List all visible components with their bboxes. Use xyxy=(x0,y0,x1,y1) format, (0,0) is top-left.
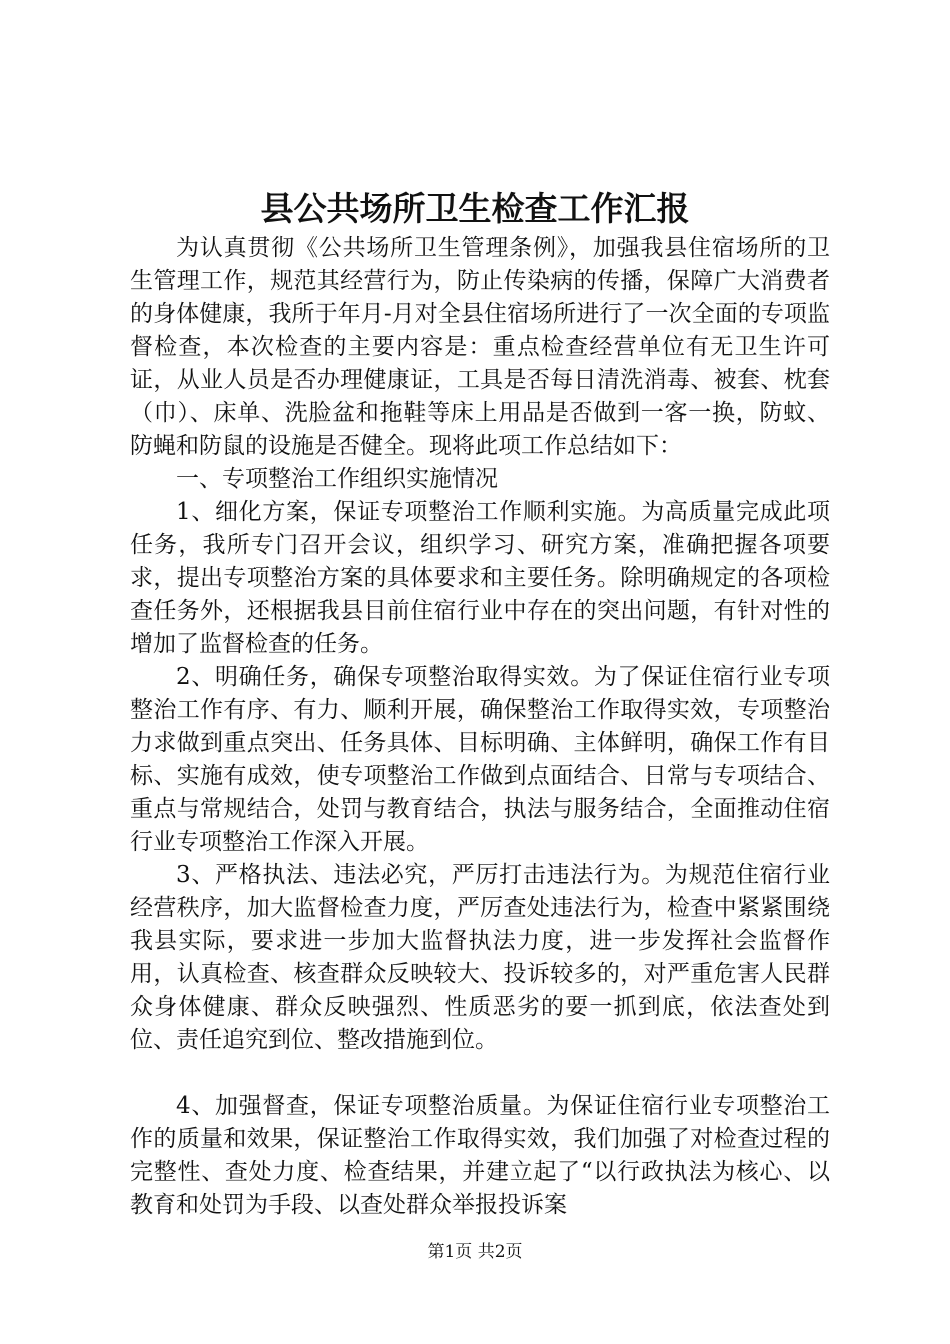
document-body xyxy=(130,232,830,1222)
page-footer: 第1页 共2页 xyxy=(427,1242,523,1262)
section-heading: 一、专项整治工作组织实施情况 xyxy=(176,466,498,492)
item-paragraph-2: 2、明确任务，确保专项整治取得实效。为了保证住宿行业专项整治工作有序、有力、顺利开展，确保整治工作取得实效，专项整治力求做到重点突出、任务具体、目标明确、主体鲜明，确保工作有目标、实施有成效，使专项整治工作做到点面结合、日常与专项结合、重点与常规结合，处罚与教育结合，执法与服务结合，全面推动住宿行业专项整治工作深入开展。 xyxy=(130,664,830,855)
intro-paragraph: 为认真贯彻《公共场所卫生管理条例》，加强我县住宿场所的卫生管理工作，规范其经营行为，防止传染病的传播，保障广大消费者的身体健康，我所于年月-月对全县住宿场所进行了一次全面的专项监督检查，本次检查的主要内容是：重点检查经营单位有无卫生许可证，从业人员是否办理健康证，工具是否每日清洗消毒、被套、枕套（巾）、床单、洗脸盆和拖鞋等床上用品是否做到一客一换，防蚊、防蝇和防鼠的设施是否健全。现将此项工作总结如下： xyxy=(130,235,830,459)
item-paragraph-4: 4、加强督查，保证专项整治质量。为保证住宿行业专项整治工作的质量和效果，保证整治工作取得实效，我们加强了对检查过程的完整性、查处力度、检查结果，并建立起了“以行政执法为核心、以教育和处罚为手段、以查处群众举报投诉案 xyxy=(130,1093,830,1218)
item-paragraph-3: 3、严格执法、违法必究，严厉打击违法行为。为规范住宿行业经营秩序，加大监督检查力度，严厉查处违法行为，检查中紧紧围绕我县实际，要求进一步加大监督执法力度，进一步发挥社会监督作用，认真检查、核查群众反映较大、投诉较多的，对严重危害人民群众身体健康、群众反映强烈、性质恶劣的要一抓到底，依法查处到位、责任追究到位、整改措施到位。 xyxy=(130,862,830,1053)
document-title: 县公共场所卫生检查工作汇报 xyxy=(260,189,690,228)
item-paragraph-1: 1、细化方案，保证专项整治工作顺利实施。为高质量完成此项任务，我所专门召开会议，组织学习、研究方案，准确把握各项要求，提出专项整治方案的具体要求和主要任务。除明确规定的各项检查任务外，还根据我县目前住宿行业中存在的突出问题，有针对性的增加了监督检查的任务。 xyxy=(130,499,830,657)
